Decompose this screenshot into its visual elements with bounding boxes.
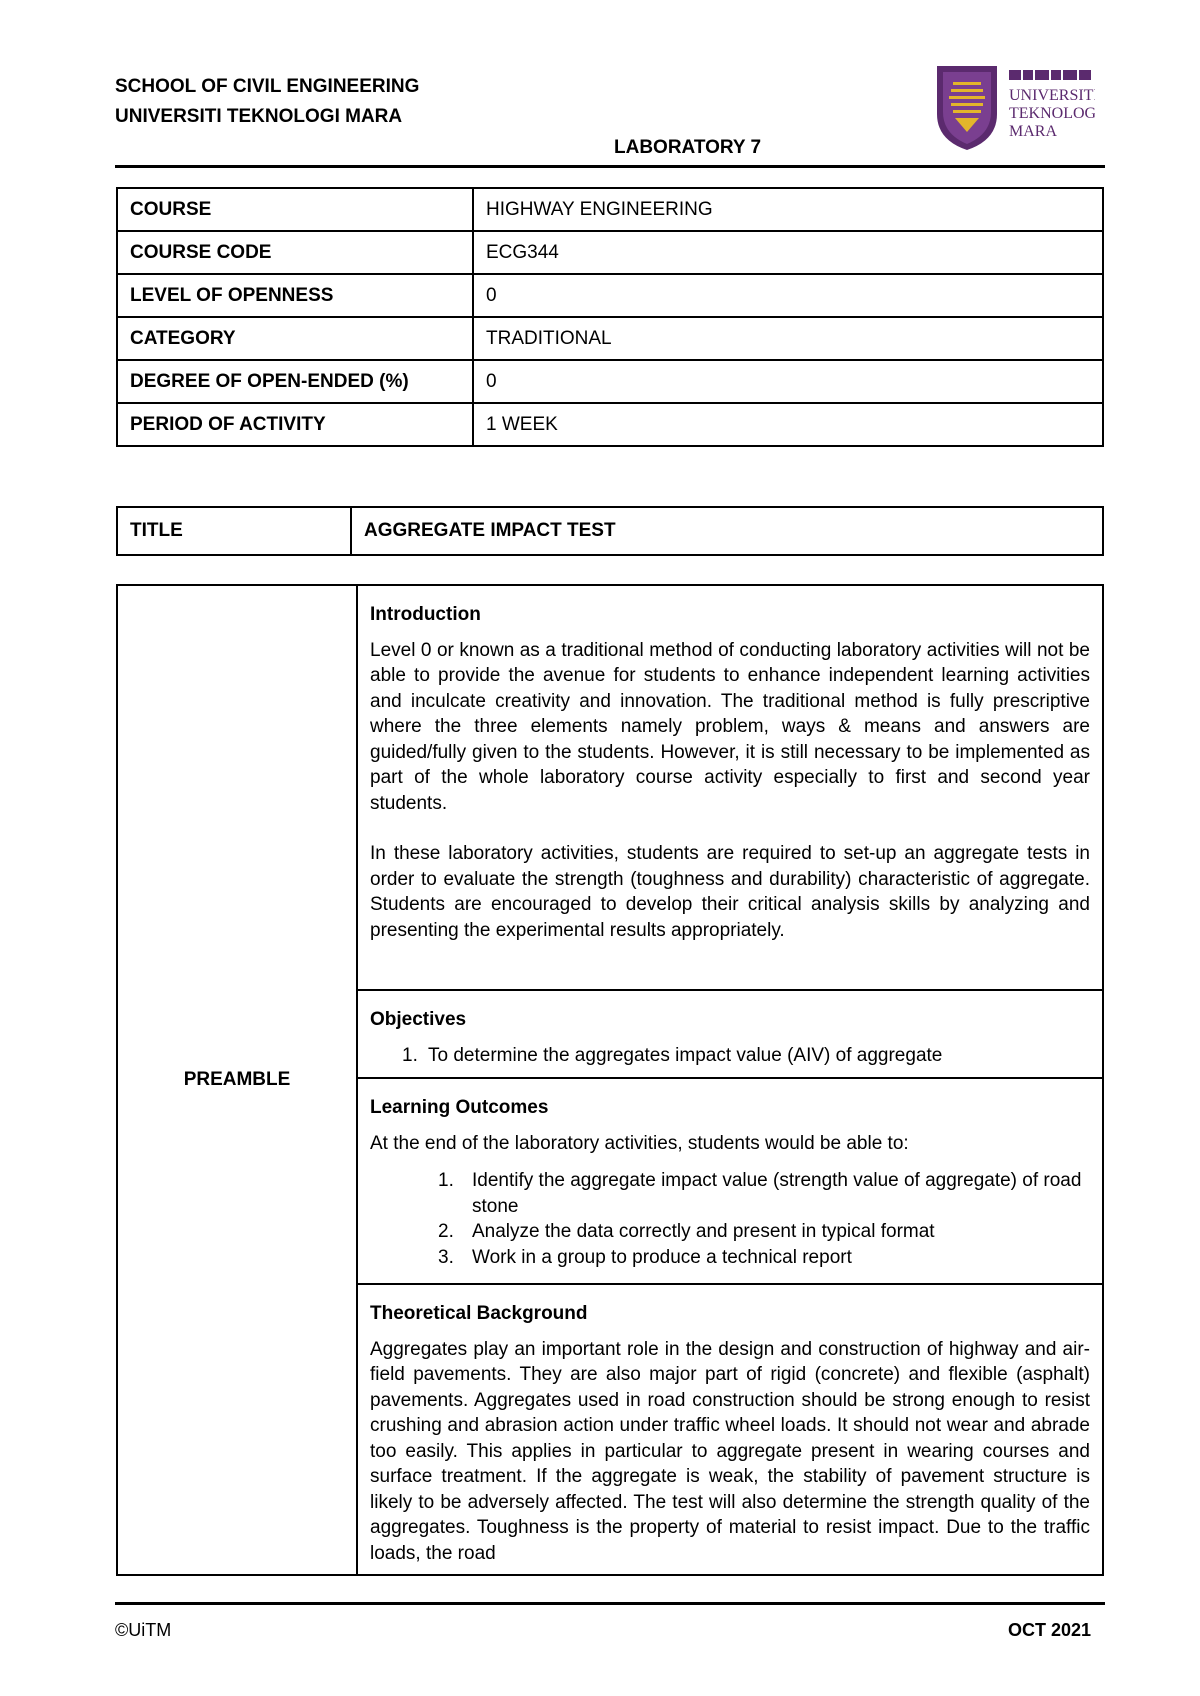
list-number: 1. [402,1044,418,1066]
info-key: PERIOD OF ACTIVITY [117,403,473,446]
learning-outcomes-intro: At the end of the laboratory activities, students would be able to: [370,1132,909,1154]
info-key: COURSE CODE [117,231,473,274]
footer-date: OCT 2021 [1008,1620,1092,1640]
info-key: LEVEL OF OPENNESS [117,274,473,317]
list-number: 2. [438,1221,454,1242]
table-row [117,507,1103,555]
list-text: Work in a group to produce a technical report [472,1246,852,1268]
info-value: 1 WEEK [473,403,1103,446]
uitm-logo [935,62,1095,152]
preamble-table [116,584,1104,1576]
table-row [117,360,1103,403]
table-row [117,403,1103,446]
introduction-paragraph-2: In these laboratory activities, students are required to set-up an aggregate tests in order to evaluate the strength (toughness and durability) characteristic of aggregate. Students are encouraged to develop their critical analysis skills by analyzing and presenting the experimental results appropriately. [370,843,1090,941]
footer-rule [115,1602,1105,1605]
objectives-heading: Objectives [370,1009,467,1030]
introduction-paragraph-1: Level 0 or known as a traditional method of conducting laboratory activities will not be able to provide the avenue for students to enhance independent learning activities and inculcate creativity and innovation. The traditional method is fully prescriptive where the three elements namely problem, ways & means and answers are guided/fully given to the students. However, it is still necessary to be implemented as part of the whole laboratory course activity especially to first and second year students. [370,639,1090,814]
info-value: ECG344 [473,231,1103,274]
lab-number: LABORATORY 7 [614,137,762,158]
preamble-label: PREAMBLE [117,585,357,1575]
learning-outcomes-heading: Learning Outcomes [370,1097,549,1118]
list-text: Identify the aggregate impact value (strength value of aggregate) of road stone [472,1170,1082,1217]
theory-heading: Theoretical Background [370,1303,588,1324]
logo-text-3: MARA [1009,123,1058,140]
list-number: 1. [438,1170,454,1191]
list-item [370,1219,1090,1245]
logo-text-2: TEKNOLOGI [1009,105,1095,122]
list-number: 3. [438,1246,454,1268]
info-key: CATEGORY [117,317,473,360]
list-item [370,1168,1090,1219]
info-value: TRADITIONAL [473,317,1103,360]
logo-text-1: UNIVERSITI [1009,87,1095,104]
info-key: COURSE [117,188,473,231]
header-rule [115,165,1105,168]
list-text: Analyze the data correctly and present in typical format [472,1221,935,1242]
footer-copyright: ©UiTM [115,1620,172,1640]
school-name: SCHOOL OF CIVIL ENGINEERING [115,76,420,97]
table-row [117,317,1103,360]
learning-outcomes-list [370,1168,1090,1270]
title-key: TITLE [117,507,351,555]
course-info-table [116,187,1104,447]
info-value: 0 [473,274,1103,317]
title-table [116,506,1104,556]
theory-paragraph: Aggregates play an important role in the design and construction of highway and air-field pavements. They are also major part of rigid (concrete) and flexible (asphalt) pavements. Aggregates used in road construction should be strong enough to resist crushing and abrasion action under traffic wheel loads. It should not wear and abrade too easily. This applies in particular to aggregate present in wearing courses and surface treatment. If the aggregate is weak, the stability of pavement structure is likely to be adversely affected. The test will also determine the strength quality of the aggregates. Toughness is the property of material to resist impact. Due to the traffic loads, the road [370,1338,1090,1564]
info-key: DEGREE OF OPEN-ENDED (%) [117,360,473,403]
table-row [117,188,1103,231]
introduction-section [357,585,1103,990]
learning-outcomes-section [357,1078,1103,1284]
table-row [117,231,1103,274]
introduction-heading: Introduction [370,604,481,625]
list-text: To determine the aggregates impact value (AIV) of aggregate [428,1044,943,1066]
title-value: AGGREGATE IMPACT TEST [351,507,1103,555]
info-value: HIGHWAY ENGINEERING [473,188,1103,231]
objectives-list [370,1043,1090,1069]
list-item [370,1245,1090,1271]
university-name: UNIVERSITI TEKNOLOGI MARA [115,106,403,127]
table-row [117,274,1103,317]
objectives-section [357,990,1103,1078]
info-value: 0 [473,360,1103,403]
list-item [370,1043,1090,1069]
theoretical-background-section [357,1284,1103,1575]
